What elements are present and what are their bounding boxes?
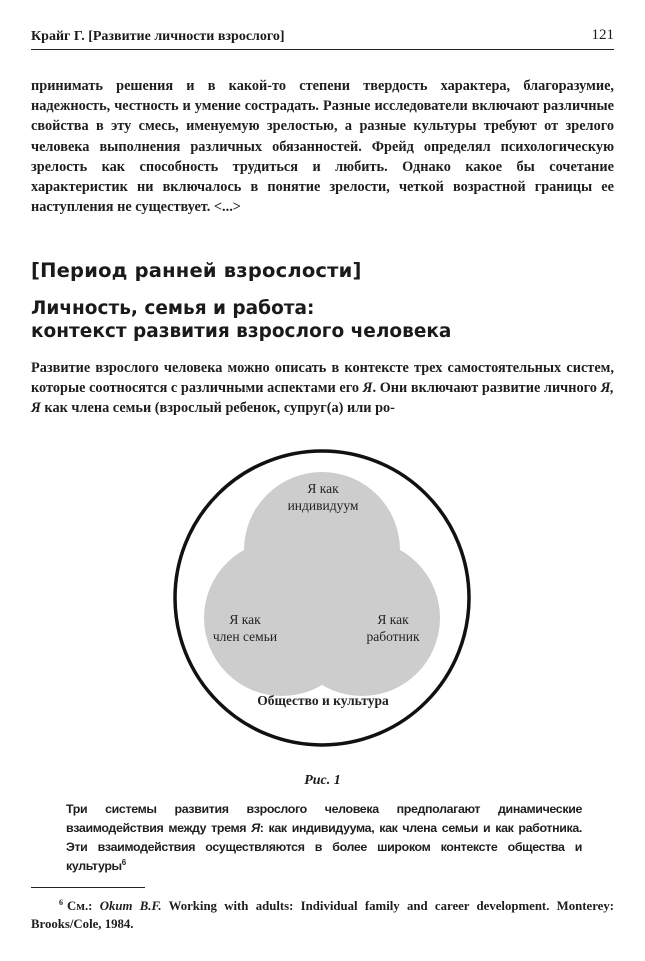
label-worker — [338, 611, 448, 645]
paragraph-2-ya-2: Я, Я — [31, 380, 614, 417]
label-individual-line-2: индивидуум — [287, 498, 359, 513]
caption-footnote-ref: 6 — [121, 857, 126, 867]
footnote-author: Okum B.F. — [99, 899, 162, 913]
subheading-line-1: Личность, семья и работа: — [31, 298, 315, 319]
footnote-text: Working with adults: Individual family and career development. Monterey: Brooks/Cole, 1984. — [31, 899, 615, 931]
paragraph-2-part-3: как члена семьи (взрослый ребенок, супруг(а) или ро- — [40, 400, 395, 417]
label-individual-line-1: Я как — [307, 481, 339, 496]
footnote-separator — [31, 887, 145, 888]
footnote — [31, 897, 614, 933]
label-worker-line-2: работник — [366, 629, 420, 644]
figure-number: Рис. 1 — [304, 773, 341, 788]
subheading — [31, 297, 451, 343]
footnote-prefix: См.: — [67, 899, 100, 913]
label-individual — [268, 480, 378, 514]
paragraph-1-text: принимать решения и в какой-то степени твердость характера, благоразумие, надежность, честность и умение сострадать. Разные исследователи включают различные свойства в эту смесь, именуемую зрелостью, а разные культуры требуют от зрелого человека выполнения различных обязанностей. Фрейд определял психологическую зрелость как способность трудиться и любить. Однако какое бы сочетание характеристик ни включалось в понятие зрелости, четкой возрастной границы ее наступления не существует. <...> — [31, 78, 614, 216]
caption-part-1: Три системы развития взрослого человека предполагают динамические взаимодействия между тремя — [66, 802, 582, 835]
label-family — [190, 611, 300, 645]
caption-part-2: : как индивидуума, как члена семьи и как работника. Эти взаимодействия осуществляются в более широком контексте общества и культуры — [66, 821, 582, 873]
label-society-culture: Общество и культура — [257, 693, 389, 708]
paragraph-2-text — [31, 358, 614, 419]
subheading-line-2: контекст развития взрослого человека — [31, 321, 452, 342]
footnote-mark: 6 — [59, 897, 63, 907]
paragraph-2-part-1: Развитие взрослого человека можно описать в контексте трех самостоятельных систем, которые соотносятся с различными аспектами его — [31, 360, 614, 397]
header-title: Крайг Г. [Развитие личности взрослого] — [31, 29, 285, 44]
figure-caption — [66, 800, 582, 876]
section-heading: [Период ранней взрослости] — [31, 259, 362, 282]
paragraph-2-part-2: . Они включают развитие личного — [372, 380, 601, 397]
label-family-line-1: Я как — [229, 612, 261, 627]
running-header — [31, 27, 614, 50]
label-worker-line-1: Я как — [377, 612, 409, 627]
paragraph-2-ya-1: Я — [362, 380, 373, 397]
caption-ya: Я — [251, 821, 260, 835]
paragraph-1 — [31, 76, 614, 217]
label-family-line-2: член семьи — [212, 629, 278, 644]
venn-figure — [0, 430, 645, 770]
paragraph-2 — [31, 358, 614, 419]
page-number: 121 — [591, 27, 614, 43]
